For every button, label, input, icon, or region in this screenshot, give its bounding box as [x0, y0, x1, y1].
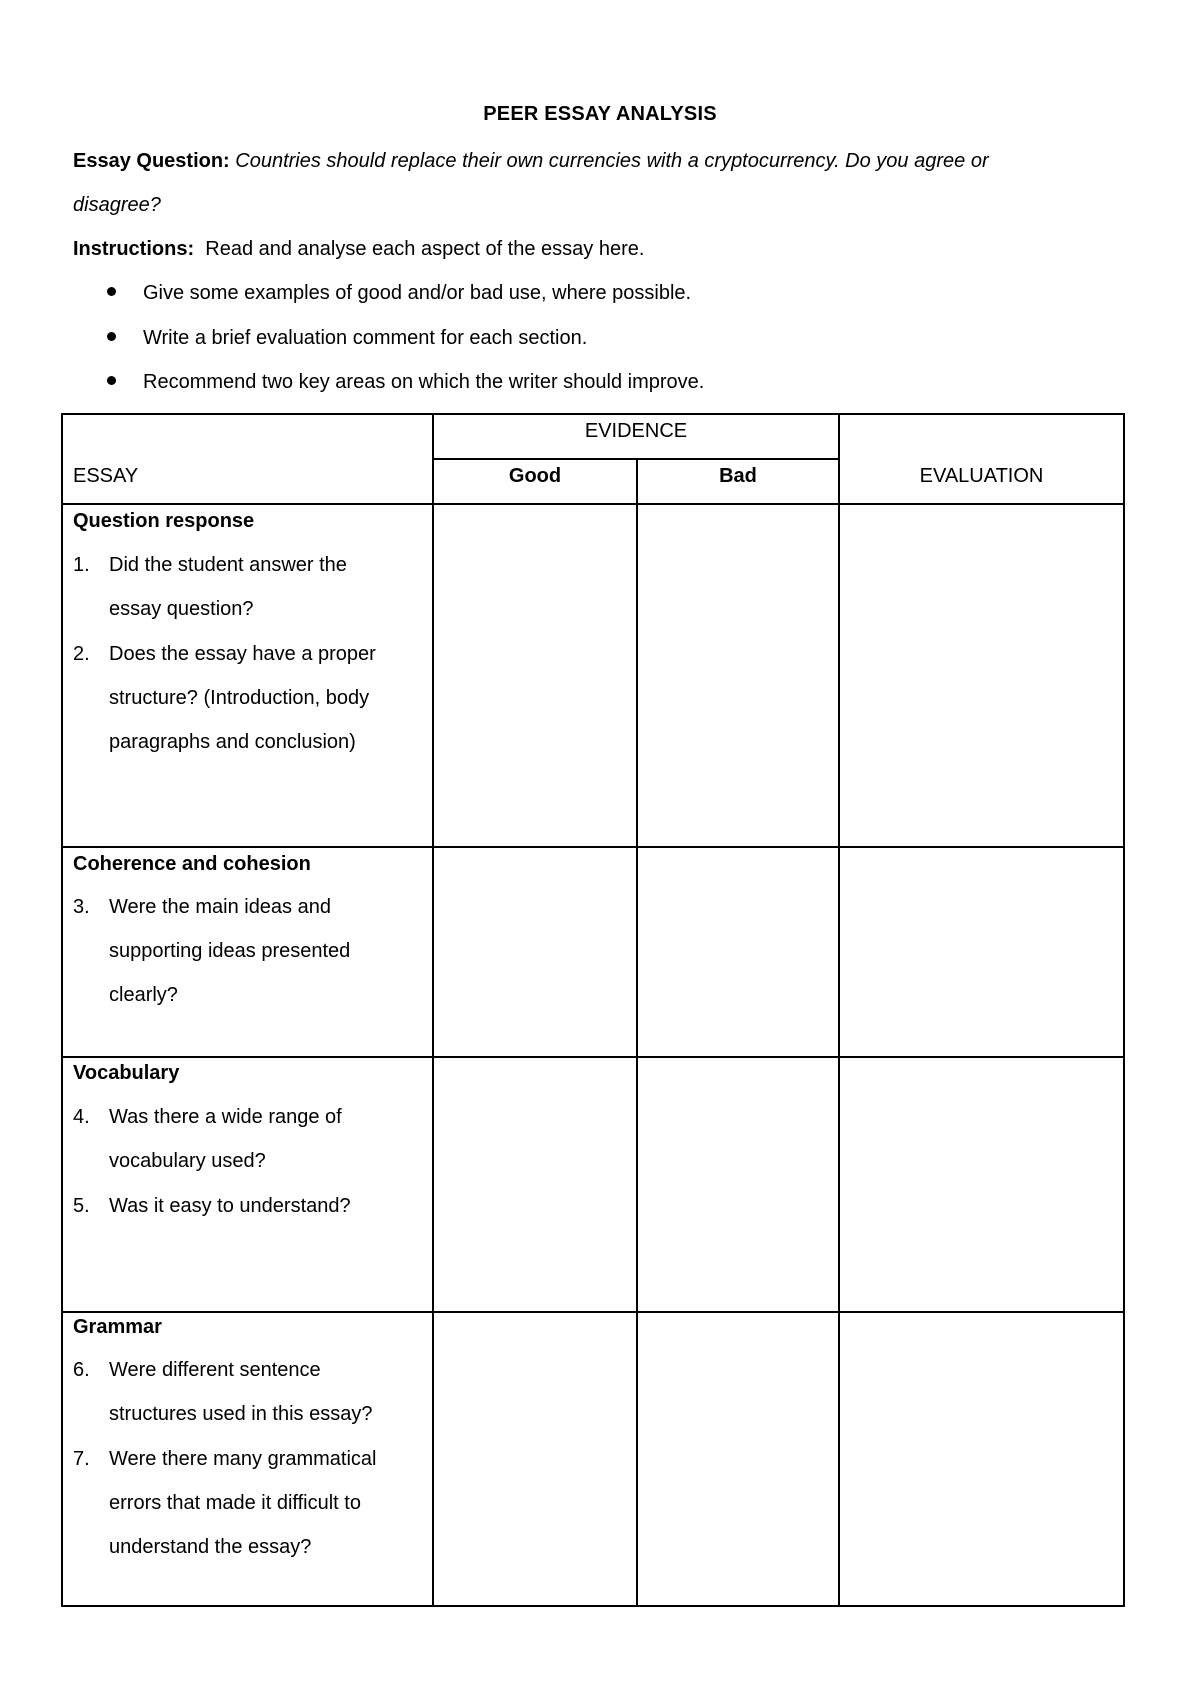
header-evaluation: EVALUATION	[919, 465, 1044, 487]
header-essay: ESSAY	[73, 465, 139, 487]
section-title-vocabulary: Vocabulary	[73, 1062, 180, 1084]
header-good: Good	[508, 465, 562, 487]
essay-question-label: Essay Question:	[73, 150, 230, 172]
section-title-grammar: Grammar	[73, 1316, 162, 1338]
table-border	[1123, 413, 1125, 1607]
row-divider	[432, 458, 840, 460]
essay-question-line	[73, 150, 989, 173]
table-border	[61, 413, 63, 1607]
bad-evidence-cell-coherence[interactable]	[638, 848, 838, 1056]
question-text: Was it easy to understand?	[109, 1195, 351, 1217]
bullet-text: Recommend two key areas on which the writer should improve.	[143, 371, 705, 393]
analysis-table	[61, 413, 1125, 1607]
question-text: Were there many grammatical errors that made it difficult to understand the essay?	[109, 1448, 377, 1558]
good-evidence-cell-vocabulary[interactable]	[434, 1058, 636, 1311]
essay-question-text-2: disagree?	[73, 194, 161, 216]
evaluation-cell-grammar[interactable]	[840, 1313, 1123, 1605]
bullet-icon	[107, 287, 116, 296]
question-text: Were different sentence structures used in this essay?	[109, 1359, 373, 1425]
section-title-coherence: Coherence and cohesion	[73, 853, 311, 875]
bullet-item	[107, 282, 691, 305]
question-number: 2.	[73, 643, 90, 665]
question-number: 1.	[73, 554, 90, 576]
header-bad: Bad	[719, 465, 757, 487]
question-text: Did the student answer the essay question?	[109, 554, 347, 620]
instructions-label: Instructions:	[73, 238, 195, 260]
bullet-icon	[107, 332, 116, 341]
bad-evidence-cell-grammar[interactable]	[638, 1313, 838, 1605]
question-number: 4.	[73, 1106, 90, 1128]
bad-evidence-cell-question-response[interactable]	[638, 505, 838, 846]
bullet-icon	[107, 376, 116, 385]
bad-evidence-cell-vocabulary[interactable]	[638, 1058, 838, 1311]
instructions-line	[73, 238, 644, 261]
question-text: Was there a wide range of vocabulary used?	[109, 1106, 342, 1172]
bullet-item	[107, 371, 704, 394]
good-evidence-cell-coherence[interactable]	[434, 848, 636, 1056]
section-title-question-response: Question response	[73, 510, 255, 532]
essay-question-text: Countries should replace their own currencies with a cryptocurrency. Do you agree or	[235, 150, 989, 172]
essay-question-continuation	[73, 194, 161, 217]
instructions-text: Read and analyse each aspect of the essay here.	[205, 238, 645, 260]
bullet-text: Write a brief evaluation comment for each section.	[143, 327, 588, 349]
good-evidence-cell-grammar[interactable]	[434, 1313, 636, 1605]
question-number: 6.	[73, 1359, 90, 1381]
question-text: Does the essay have a proper structure? (Introduction, body paragraphs and conclusion)	[109, 643, 376, 753]
question-number: 7.	[73, 1448, 90, 1470]
bullet-text: Give some examples of good and/or bad use, where possible.	[143, 282, 692, 304]
good-evidence-cell-question-response[interactable]	[434, 505, 636, 846]
evaluation-cell-coherence[interactable]	[840, 848, 1123, 1056]
evaluation-cell-vocabulary[interactable]	[840, 1058, 1123, 1311]
bullet-item	[107, 327, 587, 350]
header-evidence: EVIDENCE	[584, 420, 688, 442]
table-border	[61, 413, 1125, 415]
question-text: Were the main ideas and supporting ideas presented clearly?	[109, 896, 351, 1006]
question-number: 3.	[73, 896, 90, 918]
table-border	[61, 1605, 1125, 1607]
evaluation-cell-question-response[interactable]	[840, 505, 1123, 846]
question-number: 5.	[73, 1195, 90, 1217]
page-title: PEER ESSAY ANALYSIS	[483, 103, 717, 125]
